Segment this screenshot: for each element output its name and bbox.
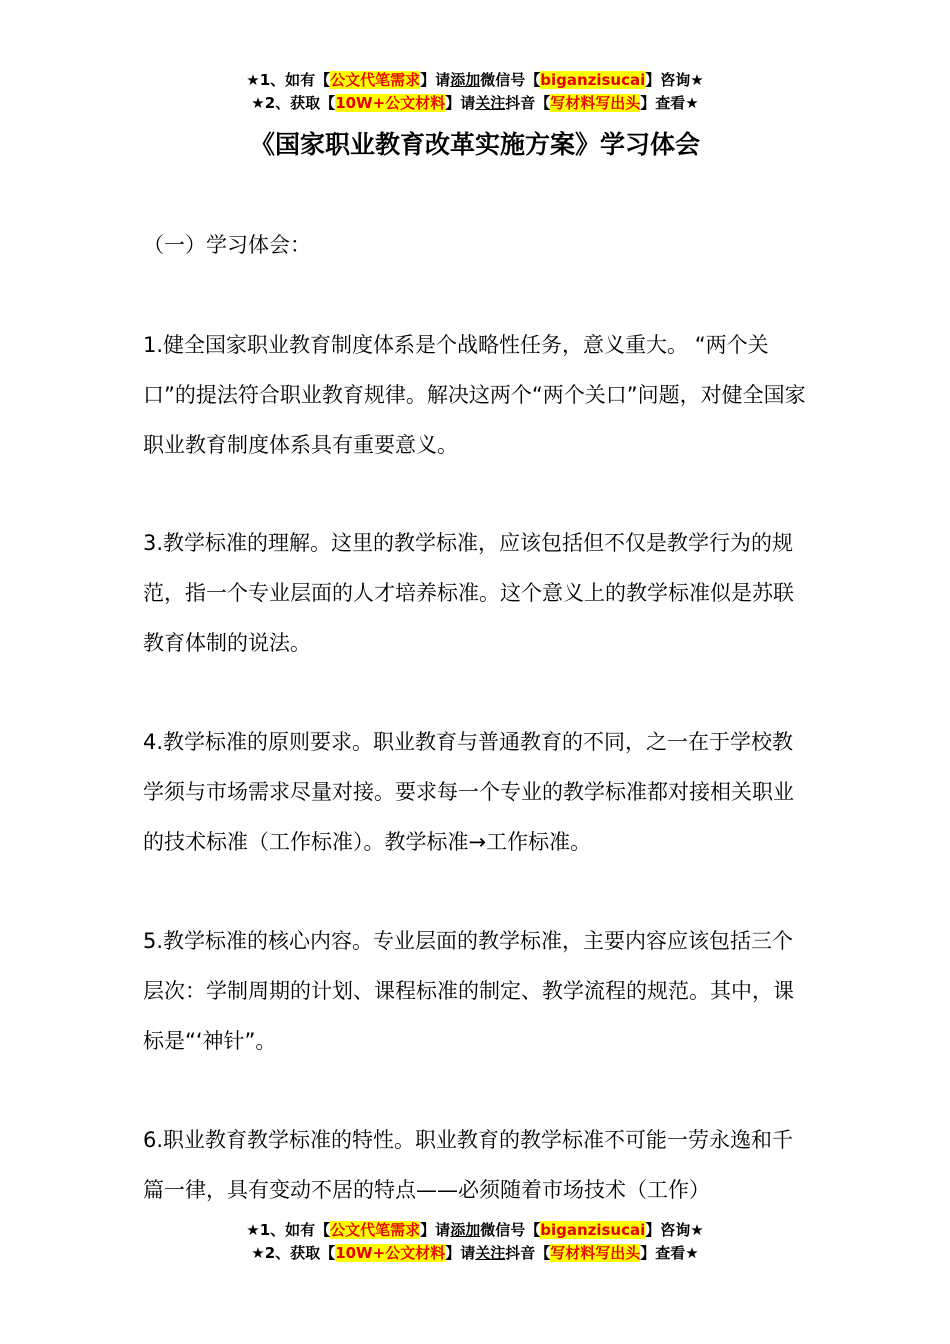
banner-text: 】请 [445,94,476,112]
banner-text: ★2、获取【 [251,94,336,112]
banner-text: 】请 [445,1244,476,1262]
banner-highlight: biganzisucai [540,1221,646,1239]
section-heading: （一）学习体会： [143,233,311,257]
banner-highlight: 写材料写出头 [550,94,641,112]
banner-underlined-text: 添加 [450,1221,481,1239]
banner-text: 】请 [420,1221,451,1239]
banner-text: 抖音【 [505,1244,551,1262]
banner-line-2 [0,92,950,115]
header-banner [0,69,950,115]
banner-text: 微信号【 [480,1221,541,1239]
banner-text: ★1、如有【 [246,1221,331,1239]
banner-text: 】请 [420,71,451,89]
paragraph-3: 3.教学标准的理解。这里的教学标准，应该包括但不仅是教学行为的规范，指一个专业层面的人才培养标准。这个意义上的教学标准似是苏联教育体制的说法。 [143,531,794,655]
banner-highlight: 公文代笔需求 [330,1221,421,1239]
banner-text: 抖音【 [505,94,551,112]
banner-text: 】查看★ [640,1244,699,1262]
banner-line-2 [0,1242,950,1265]
banner-text: 】咨询★ [645,1221,704,1239]
banner-highlight: 写材料写出头 [550,1244,641,1262]
banner-underlined-text: 关注 [475,1244,506,1262]
banner-text: 微信号【 [480,71,541,89]
footer-banner [0,1219,950,1265]
banner-text: 】咨询★ [645,71,704,89]
banner-line-1 [0,1219,950,1242]
banner-highlight: 公文代笔需求 [330,71,421,89]
banner-text: 】查看★ [640,94,699,112]
banner-underlined-text: 添加 [450,71,481,89]
paragraph-5: 5.教学标准的核心内容。专业层面的教学标准，主要内容应该包括三个层次：学制周期的计划、课程标准的制定、教学流程的规范。其中，课标是“‘神针”。 [143,929,794,1053]
paragraph-4: 4.教学标准的原则要求。职业教育与普通教育的不同，之一在于学校教学须与市场需求尽量对接。要求每一个专业的教学标准都对接相关职业的技术标准（工作标准）。教学标准→工作标准。 [143,730,794,854]
banner-highlight: 10W+公文材料 [335,1244,446,1262]
banner-highlight: biganzisucai [540,71,646,89]
document-title: 《国家职业教育改革实施方案》学习体会 [249,130,700,159]
paragraph-6: 6.职业教育教学标准的特性。职业教育的教学标准不可能一劳永逸和千篇一律，具有变动不居的特点——必须随着市场技术（工作） [143,1128,794,1202]
banner-line-1 [0,69,950,92]
paragraph-1: 1.健全国家职业教育制度体系是个战略性任务，意义重大。 “两个关口”的提法符合职业教育规律。解决这两个“两个关口”问题，对健全国家职业教育制度体系具有重要意义。 [143,333,806,457]
banner-text: ★2、获取【 [251,1244,336,1262]
banner-text: ★1、如有【 [246,71,331,89]
banner-highlight: 10W+公文材料 [335,94,446,112]
banner-underlined-text: 关注 [475,94,506,112]
